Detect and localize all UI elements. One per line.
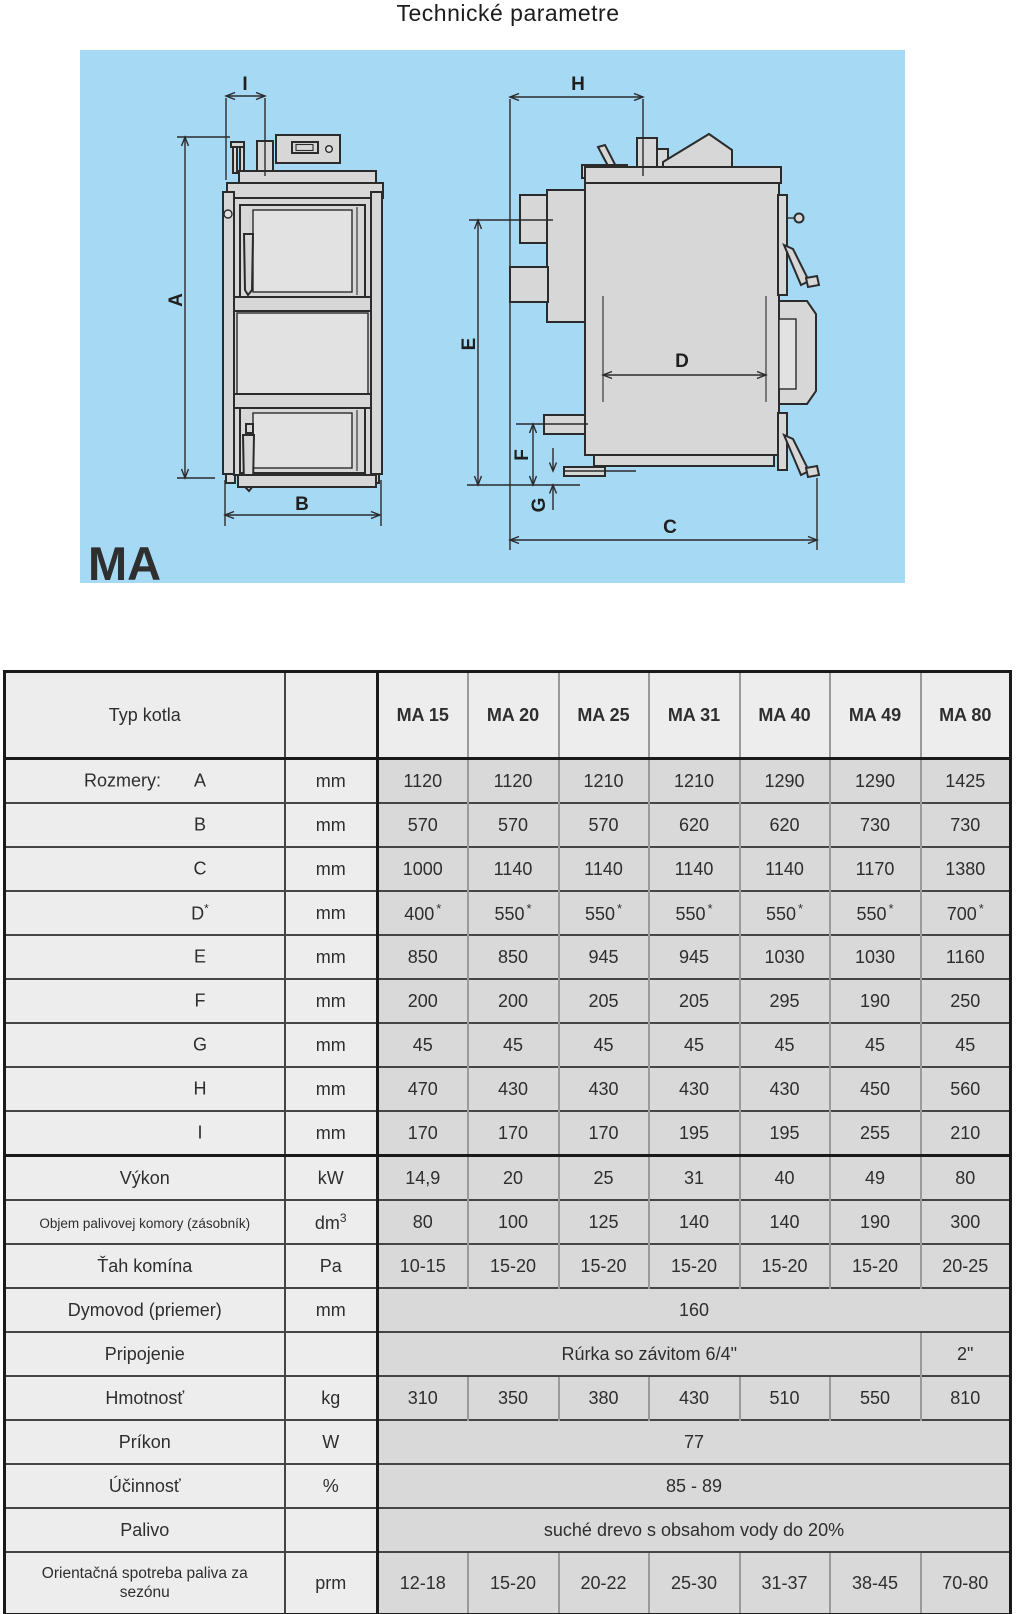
upper-water-stub (520, 195, 547, 243)
table-header-row (5, 672, 1011, 759)
dim-label-c: C (663, 517, 677, 538)
table-row (5, 979, 1011, 1023)
unit-cell: kW (285, 1156, 378, 1201)
label-cell (5, 1244, 285, 1288)
value-cell: 160 (378, 1288, 1011, 1332)
value-cell: 15-20 (559, 1244, 649, 1288)
unit-cell: mm (285, 979, 378, 1023)
dim-label-i: I (242, 74, 248, 95)
value-cell: 550 * (649, 891, 740, 935)
table-row (5, 759, 1011, 804)
upper-door-handle (244, 234, 253, 295)
label-cell (5, 1376, 285, 1420)
label-cell (5, 979, 285, 1023)
value-cell: 430 (468, 1067, 559, 1111)
value-cell: 730 (830, 803, 921, 847)
value-cell: 45 (559, 1023, 649, 1067)
boiler-front-view (223, 135, 383, 491)
row-label: H (193, 1078, 207, 1099)
row-label: A (193, 770, 207, 791)
value-cell: 45 (468, 1023, 559, 1067)
dim-label-e: E (459, 337, 480, 351)
value-cell: Rúrka so závitom 6/4" (378, 1332, 921, 1376)
side-chimney (637, 138, 657, 169)
row-label: E (193, 946, 207, 967)
dim-label-h: H (571, 74, 585, 95)
unit-cell: mm (285, 1288, 378, 1332)
value-cell: 170 (378, 1111, 468, 1156)
row-label: Hmotnosť (105, 1387, 185, 1408)
value-cell: 40 (740, 1156, 830, 1201)
value-cell: 730 (921, 803, 1011, 847)
value-cell: 205 (559, 979, 649, 1023)
value-cell: 510 (740, 1376, 830, 1420)
value-cell: 1120 (378, 759, 468, 804)
table-row (5, 803, 1011, 847)
table-row (5, 1244, 1011, 1288)
value-cell: 300 (921, 1200, 1011, 1244)
row-label: I (197, 1122, 203, 1143)
model-header: MA 31 (649, 672, 740, 759)
table-row (5, 847, 1011, 891)
value-cell: 470 (378, 1067, 468, 1111)
table-row (5, 1332, 1011, 1376)
value-cell: 10-15 (378, 1244, 468, 1288)
value-cell: 620 (740, 803, 830, 847)
value-cell: 550 * (830, 891, 921, 935)
value-cell: 2" (921, 1332, 1011, 1376)
row-group-label: Rozmery: (84, 770, 162, 791)
value-cell: 20-25 (921, 1244, 1011, 1288)
row-label: F (194, 990, 206, 1011)
unit-cell: mm (285, 1023, 378, 1067)
unit-cell: mm (285, 891, 378, 935)
value-cell: 15-20 (830, 1244, 921, 1288)
value-cell: 570 (468, 803, 559, 847)
value-cell: 250 (921, 979, 1011, 1023)
value-cell: 850 (468, 935, 559, 979)
value-cell: 430 (559, 1067, 649, 1111)
unit-cell: % (285, 1464, 378, 1508)
value-cell: 400 * (378, 891, 468, 935)
label-cell (5, 1156, 285, 1201)
value-cell: 45 (378, 1023, 468, 1067)
control-knob (326, 146, 333, 153)
door-hinge (224, 210, 232, 218)
value-cell: 45 (830, 1023, 921, 1067)
value-cell: 620 (649, 803, 740, 847)
table-row (5, 1464, 1011, 1508)
row-label: Orientačná spotreba paliva za sezónu (41, 1564, 248, 1601)
unit-cell: $dm^3$ (285, 1200, 378, 1244)
value-cell: 15-20 (740, 1244, 830, 1288)
value-cell: 45 (921, 1023, 1011, 1067)
value-cell: 80 (921, 1156, 1011, 1201)
unit-header (285, 672, 378, 759)
table-row (5, 1420, 1011, 1464)
value-cell: 1140 (559, 847, 649, 891)
type-header: Typ kotla (108, 704, 181, 725)
value-cell: 570 (559, 803, 649, 847)
unit-cell: mm (285, 759, 378, 804)
unit-cell: kg (285, 1376, 378, 1420)
value-cell: 450 (830, 1067, 921, 1111)
row-label: Dymovod (priemer) (67, 1299, 222, 1320)
value-cell: 14,9 (378, 1156, 468, 1201)
value-cell: suché drevo s obsahom vody do 20% (378, 1508, 1011, 1552)
model-header: MA 49 (830, 672, 921, 759)
row-label: Palivo (120, 1519, 170, 1540)
dim-label-g: G (529, 497, 550, 513)
value-cell: 1030 (830, 935, 921, 979)
table-row (5, 1156, 1011, 1201)
table-row (5, 1111, 1011, 1156)
value-cell: 15-20 (649, 1244, 740, 1288)
dim-label-b: B (295, 494, 309, 515)
value-cell: 1000 (378, 847, 468, 891)
value-cell: 1170 (830, 847, 921, 891)
value-cell: 140 (740, 1200, 830, 1244)
value-cell: 1140 (649, 847, 740, 891)
value-cell: 1030 (740, 935, 830, 979)
table-row (5, 935, 1011, 979)
label-cell (5, 1332, 285, 1376)
model-header: MA 80 (921, 672, 1011, 759)
label-cell (5, 935, 285, 979)
model-header: MA 20 (468, 672, 559, 759)
value-cell: 1210 (649, 759, 740, 804)
value-cell: 80 (378, 1200, 468, 1244)
value-cell: 77 (378, 1420, 1011, 1464)
row-label: Ťah komína (97, 1255, 193, 1276)
boiler-drawing (80, 50, 905, 583)
model-label: MA (88, 537, 162, 583)
value-cell: 430 (649, 1376, 740, 1420)
value-cell: 1290 (830, 759, 921, 804)
side-body (585, 183, 779, 455)
value-cell: 31 (649, 1156, 740, 1201)
label-cell (5, 1200, 285, 1244)
value-cell: 430 (649, 1067, 740, 1111)
value-cell: 210 (921, 1111, 1011, 1156)
value-cell: 570 (378, 803, 468, 847)
value-cell: 850 (378, 935, 468, 979)
boiler-side-view (510, 134, 819, 477)
value-cell: 70-80 (921, 1552, 1011, 1614)
value-cell: 20-22 (559, 1552, 649, 1614)
unit-cell: prm (285, 1552, 378, 1614)
dim-label-d: D (675, 351, 689, 372)
row-label: Účinnosť (108, 1475, 181, 1496)
table-row (5, 891, 1011, 935)
unit-cell: mm (285, 803, 378, 847)
value-cell: 25-30 (649, 1552, 740, 1614)
label-cell (5, 1023, 285, 1067)
label-cell (5, 1552, 285, 1614)
unit-cell: W (285, 1420, 378, 1464)
unit-cell (285, 1332, 378, 1376)
unit-cell: mm (285, 847, 378, 891)
row-label: D* (191, 901, 209, 924)
table-row (5, 1067, 1011, 1111)
label-cell (5, 803, 285, 847)
unit-cell: mm (285, 1111, 378, 1156)
value-cell: 125 (559, 1200, 649, 1244)
table-row (5, 1023, 1011, 1067)
row-label: Objem palivovej komory (zásobník) (39, 1215, 251, 1231)
value-cell: 170 (468, 1111, 559, 1156)
value-cell: 550 * (468, 891, 559, 935)
value-cell: 255 (830, 1111, 921, 1156)
value-cell: 550 * (740, 891, 830, 935)
diagram-panel (80, 50, 905, 583)
label-cell (5, 759, 285, 804)
table-row (5, 1200, 1011, 1244)
table-row (5, 1508, 1011, 1552)
value-cell: 550 (830, 1376, 921, 1420)
label-cell (5, 1067, 285, 1111)
label-cell (5, 891, 285, 935)
value-cell: 310 (378, 1376, 468, 1420)
table-row (5, 1552, 1011, 1614)
middle-panel (237, 313, 368, 394)
row-label: Príkon (118, 1431, 171, 1452)
value-cell: 170 (559, 1111, 649, 1156)
row-label: B (193, 814, 207, 835)
value-cell: 1140 (468, 847, 559, 891)
value-cell: 190 (830, 979, 921, 1023)
value-cell: 380 (559, 1376, 649, 1420)
value-cell: 1120 (468, 759, 559, 804)
label-cell (5, 1508, 285, 1552)
value-cell: 1210 (559, 759, 649, 804)
value-cell: 49 (830, 1156, 921, 1201)
value-cell: 430 (740, 1067, 830, 1111)
dim-label-a: A (166, 293, 187, 307)
dim-label-f: F (512, 449, 533, 461)
value-cell: 205 (649, 979, 740, 1023)
value-cell: 1140 (740, 847, 830, 891)
unit-cell: mm (285, 935, 378, 979)
value-cell: 945 (559, 935, 649, 979)
table-row (5, 1376, 1011, 1420)
spec-table (3, 670, 1012, 1614)
value-cell: 45 (649, 1023, 740, 1067)
model-header: MA 15 (378, 672, 468, 759)
value-cell: 200 (378, 979, 468, 1023)
table-row (5, 1288, 1011, 1332)
value-cell: 85 - 89 (378, 1464, 1011, 1508)
value-cell: 295 (740, 979, 830, 1023)
value-cell: 200 (468, 979, 559, 1023)
value-cell: 12-18 (378, 1552, 468, 1614)
model-header: MA 40 (740, 672, 830, 759)
value-cell: 195 (649, 1111, 740, 1156)
row-label: Výkon (119, 1167, 170, 1188)
page-title: Technické parametre (396, 0, 620, 26)
value-cell: 100 (468, 1200, 559, 1244)
value-cell: 1425 (921, 759, 1011, 804)
value-cell: 15-20 (468, 1552, 559, 1614)
value-cell: 1160 (921, 935, 1011, 979)
value-cell: 31-37 (740, 1552, 830, 1614)
value-cell: 1290 (740, 759, 830, 804)
value-cell: 45 (740, 1023, 830, 1067)
value-cell: 350 (468, 1376, 559, 1420)
label-cell (5, 1111, 285, 1156)
value-cell: 945 (649, 935, 740, 979)
value-cell: 190 (830, 1200, 921, 1244)
unit-cell: Pa (285, 1244, 378, 1288)
label-cell (5, 847, 285, 891)
model-header: MA 25 (559, 672, 649, 759)
label-cell (5, 1464, 285, 1508)
row-label: Pripojenie (104, 1343, 185, 1364)
label-cell (5, 1288, 285, 1332)
row-label: C (193, 858, 207, 879)
connection-plate (547, 190, 585, 322)
side-hopper-lid (663, 134, 732, 169)
unit-cell: mm (285, 1067, 378, 1111)
value-cell: 560 (921, 1067, 1011, 1111)
value-cell: 38-45 (830, 1552, 921, 1614)
label-cell (5, 1420, 285, 1464)
value-cell: 550 * (559, 891, 649, 935)
unit-cell (285, 1508, 378, 1552)
value-cell: 1380 (921, 847, 1011, 891)
value-cell: 810 (921, 1376, 1011, 1420)
value-cell: 25 (559, 1156, 649, 1201)
value-cell: 20 (468, 1156, 559, 1201)
value-cell: 700 * (921, 891, 1011, 935)
value-cell: 195 (740, 1111, 830, 1156)
value-cell: 15-20 (468, 1244, 559, 1288)
side-knob (795, 214, 804, 223)
row-label: G (192, 1034, 208, 1055)
value-cell: 140 (649, 1200, 740, 1244)
lower-water-stub (510, 267, 548, 302)
